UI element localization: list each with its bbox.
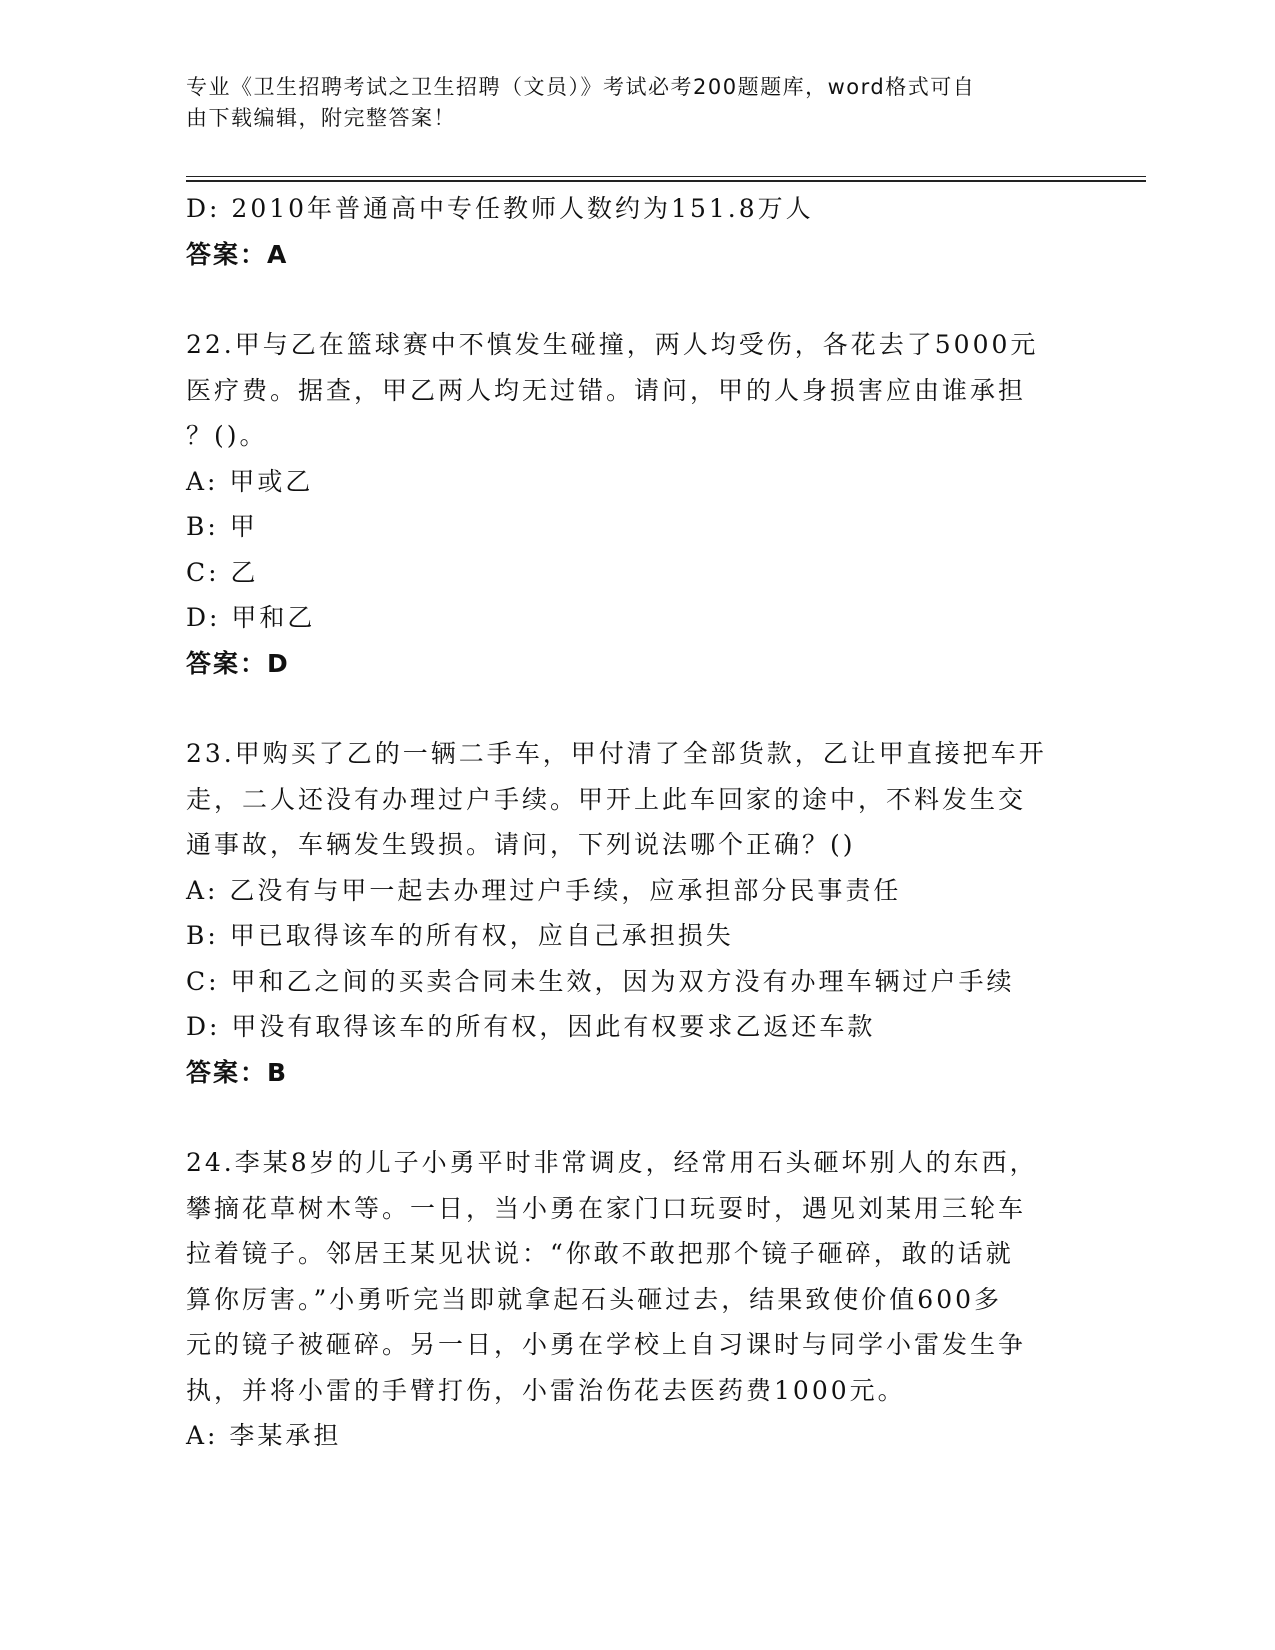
question-stem: 攀摘花草树木等。一日，当小勇在家门口玩耍时，遇见刘某用三轮车: [186, 1193, 1027, 1223]
question-stem: 24.李某8岁的儿子小勇平时非常调皮，经常用石头砸坏别人的东西，: [186, 1148, 1038, 1177]
answer-label: 答案：D: [186, 648, 290, 678]
question-22: [186, 322, 1086, 686]
question-21-tail: [186, 186, 1086, 277]
option-d: D: 2010年普通高中专任教师人数约为151.8万人: [186, 194, 814, 223]
question-stem: 元的镜子被砸碎。另一日，小勇在学校上自习课时与同学小雷发生争: [186, 1330, 1027, 1359]
question-23: [186, 731, 1086, 1095]
answer-label: 答案：A: [186, 239, 289, 269]
option-d: D: 甲没有取得该车的所有权，因此有权要求乙返还车款: [186, 1012, 876, 1041]
question-24: [186, 1140, 1086, 1459]
option-d: D: 甲和乙: [186, 603, 316, 632]
header-line: 由下载编辑，附完整答案！: [186, 106, 456, 130]
option-a: A: 李某承担: [186, 1421, 342, 1450]
question-list: [186, 186, 1086, 1459]
option-a: A: 甲或乙: [186, 466, 314, 496]
question-stem: 算你厉害。”小勇听完当即就拿起石头砸过去，结果致使价值600多: [186, 1284, 1003, 1314]
question-stem: 23.甲购买了乙的一辆二手车，甲付清了全部货款，乙让甲直接把车开: [186, 739, 1047, 768]
question-stem: 通事故，车辆发生毁损。请问，下列说法哪个正确？(): [186, 830, 856, 859]
option-c: C: 甲和乙之间的买卖合同未生效，因为双方没有办理车辆过户手续: [186, 966, 1015, 996]
option-b: B: 甲: [186, 512, 258, 541]
question-stem: 走，二人还没有办理过户手续。甲开上此车回家的途中，不料发生交: [186, 784, 1027, 814]
question-stem: 医疗费。据查，甲乙两人均无过错。请问，甲的人身损害应由谁承担: [186, 375, 1027, 405]
option-c: C: 乙: [186, 557, 259, 587]
header-line: 专业《卫生招聘考试之卫生招聘（文员）》考试必考200题题库，word格式可自: [186, 75, 976, 99]
option-b: B: 甲已取得该车的所有权，应自己承担损失: [186, 921, 734, 950]
option-a: A: 乙没有与甲一起去办理过户手续，应承担部分民事责任: [186, 875, 902, 905]
question-stem: 拉着镜子。邻居王某见状说：“你敢不敢把那个镜子砸碎，敢的话就: [186, 1239, 1014, 1268]
header-divider: [186, 176, 1146, 182]
page-header: [186, 72, 1086, 134]
question-stem: 22.甲与乙在篮球赛中不慎发生碰撞，两人均受伤，各花去了5000元: [186, 330, 1039, 359]
answer-label: 答案：B: [186, 1057, 289, 1087]
question-stem: ？()。: [186, 421, 268, 450]
question-stem: 执，并将小雷的手臂打伤，小雷治伤花去医药费1000元。: [186, 1375, 906, 1405]
